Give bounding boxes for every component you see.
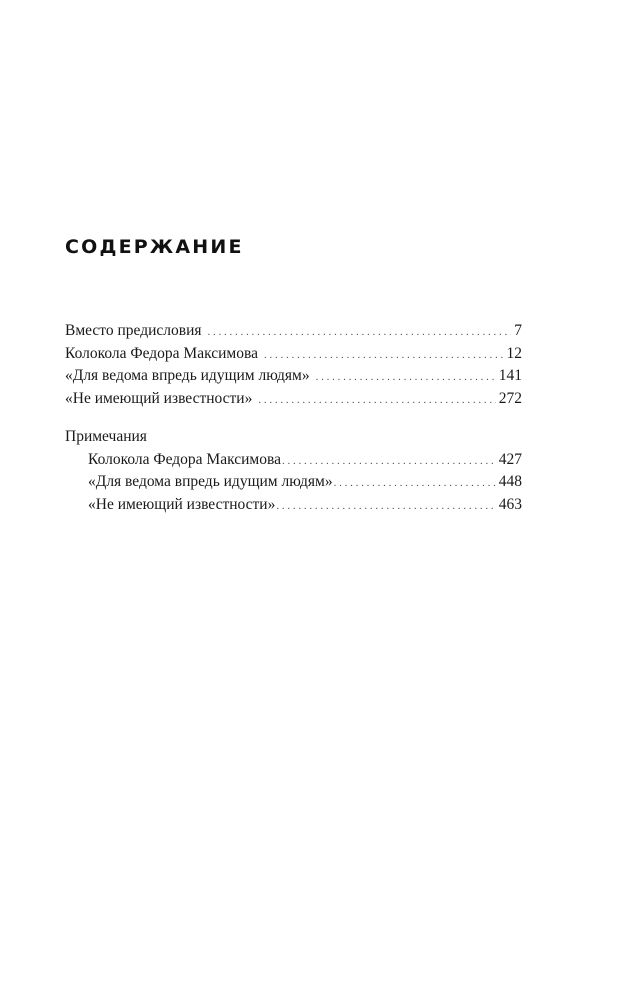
dot-leader [316,366,496,389]
toc-heading: СОДЕРЖАНИЕ [65,236,244,258]
toc-notes-entry [65,449,522,472]
toc-entry-page: 7 [514,322,522,339]
toc-notes-entry [65,494,522,517]
dot-leader [282,450,496,473]
toc-entry [65,320,522,343]
table-of-contents [65,320,522,516]
toc-entry [65,388,522,411]
toc-entry-title: «Для ведома впредь идущим людям» [88,473,333,490]
dot-leader [208,321,512,344]
toc-entry [65,343,522,366]
toc-entry-title: «Не имеющий известности» [65,389,253,407]
dot-leader [264,344,504,367]
toc-entry [65,365,522,388]
toc-entry-page: 272 [498,389,522,407]
dot-leader [258,389,495,412]
toc-notes-title: Примечания [65,428,147,445]
toc-entry-page: 427 [498,450,522,468]
toc-entry-page: 141 [498,367,522,384]
dot-leader [334,472,496,495]
toc-notes-entry [65,471,522,494]
toc-entry-title: Колокола Федора Максимова [65,344,258,362]
toc-entry-title: «Для ведома впредь идущим людям» [65,367,310,384]
dot-leader [276,495,495,518]
toc-entry-page: 463 [498,495,522,513]
toc-entry-title: Вместо предисловия [65,322,202,339]
toc-entry-page: 448 [498,473,522,490]
toc-entry-page: 12 [506,344,522,362]
toc-entry-title: Колокола Федора Максимова [88,450,281,468]
toc-entry-title: «Не имеющий известности» [88,495,276,513]
